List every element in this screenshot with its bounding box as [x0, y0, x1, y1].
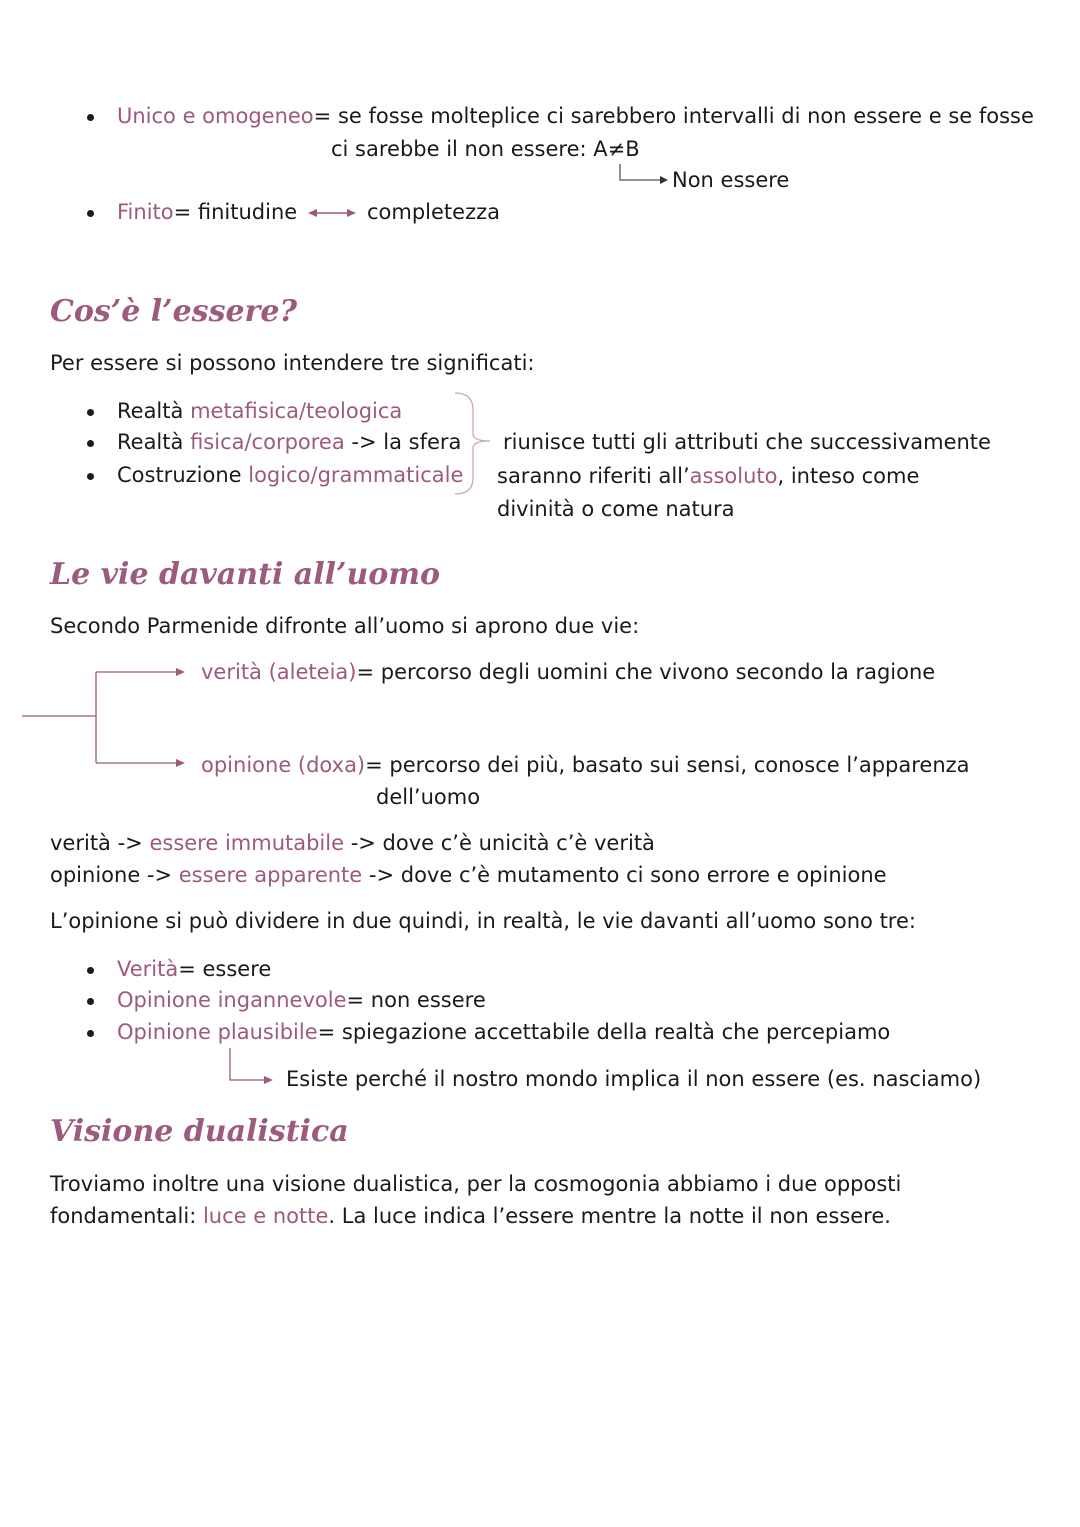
via-item [117, 955, 271, 983]
via-text: = spiegazione accettabile della realtà che percepiamo [317, 1020, 891, 1044]
non-essere-arrow [620, 164, 660, 180]
finito-arrowhead-right [347, 209, 356, 217]
tre-vie-para: L’opinione si può dividere in due quindi, in realtà, le vie davanti all’uomo sono tre: [50, 909, 916, 933]
heading-vie: Le vie davanti all’uomo [50, 557, 441, 592]
brace-note-2a: saranno riferiti all’ [497, 464, 690, 488]
verita-line-b: -> dove c’è unicità c’è verità [344, 831, 655, 855]
via-item [117, 1018, 890, 1046]
unico-term: Unico e omogeneo [117, 104, 314, 128]
plausibile-arrow [230, 1048, 264, 1080]
luce-notte: luce e notte [202, 1204, 329, 1228]
meaning-prefix: Realtà [117, 399, 191, 423]
opinione-line-b: -> dove c’è mutamento ci sono errore e opinione [362, 863, 887, 887]
branch-verita [201, 658, 935, 686]
essere-immutabile: essere immutabile [149, 831, 345, 855]
branch-verita-text: = percorso degli uomini che vivono secondo la ragione [356, 660, 936, 684]
bullet [87, 967, 94, 974]
bullet [87, 473, 94, 480]
meaning-item [117, 428, 461, 456]
bullet [87, 1030, 94, 1037]
bullet [87, 210, 94, 217]
unico-text: = se fosse molteplice ci sarebbero intervalli di non essere e se fosse [313, 104, 1034, 128]
completezza-text: completezza [367, 200, 501, 224]
non-essere-arrowhead [660, 176, 668, 184]
bullet [87, 998, 94, 1005]
meaning-term: logico/grammaticale [248, 463, 464, 487]
verita-line-a: verità -> [50, 831, 150, 855]
branch-opinione [201, 751, 970, 779]
bullet [87, 440, 94, 447]
opinione-line [50, 861, 887, 889]
brace-note-2b: , inteso come [777, 464, 920, 488]
via-item [117, 986, 486, 1014]
meaning-item [117, 461, 463, 489]
meaning-item [117, 397, 402, 425]
opinione-line-a: opinione -> [50, 863, 179, 887]
non-essere-note: Non essere [672, 168, 790, 192]
dualistica-para-2 [50, 1202, 891, 1230]
unico-line-2: ci sarebbe il non essere: A≠B [331, 137, 640, 161]
finito-text: = finitudine [173, 200, 298, 224]
essere-apparente: essere apparente [178, 863, 363, 887]
heading-essere: Cos’è l’essere? [50, 294, 298, 329]
branch-opinione-line2: dell’uomo [376, 785, 481, 809]
vie-intro: Secondo Parmenide difronte all’uomo si aprono due vie: [50, 614, 640, 638]
essere-intro: Per essere si possono intendere tre significati: [50, 351, 535, 375]
verita-line [50, 829, 655, 857]
via-term: Opinione ingannevole [117, 988, 347, 1012]
finito-line [117, 198, 297, 226]
heading-dualistica: Visione dualistica [50, 1114, 349, 1149]
meaning-prefix: Realtà [117, 430, 191, 454]
finito-term: Finito [117, 200, 174, 224]
plausibile-arrowhead [264, 1076, 273, 1084]
via-term: Verità [117, 957, 179, 981]
meaning-prefix: Costruzione [117, 463, 249, 487]
branch-verita-term: verità (aleteia) [201, 660, 357, 684]
dualistica-para-2a: fondamentali: [50, 1204, 203, 1228]
bullet [87, 114, 94, 121]
via-term: Opinione plausibile [117, 1020, 318, 1044]
dualistica-para-2b: . La luce indica l’essere mentre la notte il non essere. [328, 1204, 891, 1228]
esiste-note: Esiste perché il nostro mondo implica il non essere (es. nasciamo) [286, 1067, 982, 1091]
meaning-suffix: -> la sfera [344, 430, 462, 454]
branch-opinione-text: = percorso dei più, basato sui sensi, conosce l’apparenza [365, 753, 970, 777]
via-text: = essere [178, 957, 272, 981]
finito-arrowhead-left [308, 209, 317, 217]
dualistica-para-1: Troviamo inoltre una visione dualistica, per la cosmogonia abbiamo i due opposti [50, 1172, 902, 1196]
tree-arrowhead-bottom [176, 759, 185, 767]
via-text: = non essere [346, 988, 486, 1012]
meaning-term: metafisica/teologica [190, 399, 403, 423]
assoluto-term: assoluto [689, 464, 778, 488]
branch-opinione-term: opinione (doxa) [201, 753, 366, 777]
brace-note-2 [497, 462, 919, 490]
brace-note-3: divinità o come natura [497, 497, 735, 521]
tree-arrowhead-top [176, 668, 185, 676]
bullet [87, 409, 94, 416]
brace-note-1: riunisce tutti gli attributi che successivamente [503, 430, 991, 454]
meaning-term: fisica/corporea [190, 430, 345, 454]
unico-line [117, 102, 1034, 130]
